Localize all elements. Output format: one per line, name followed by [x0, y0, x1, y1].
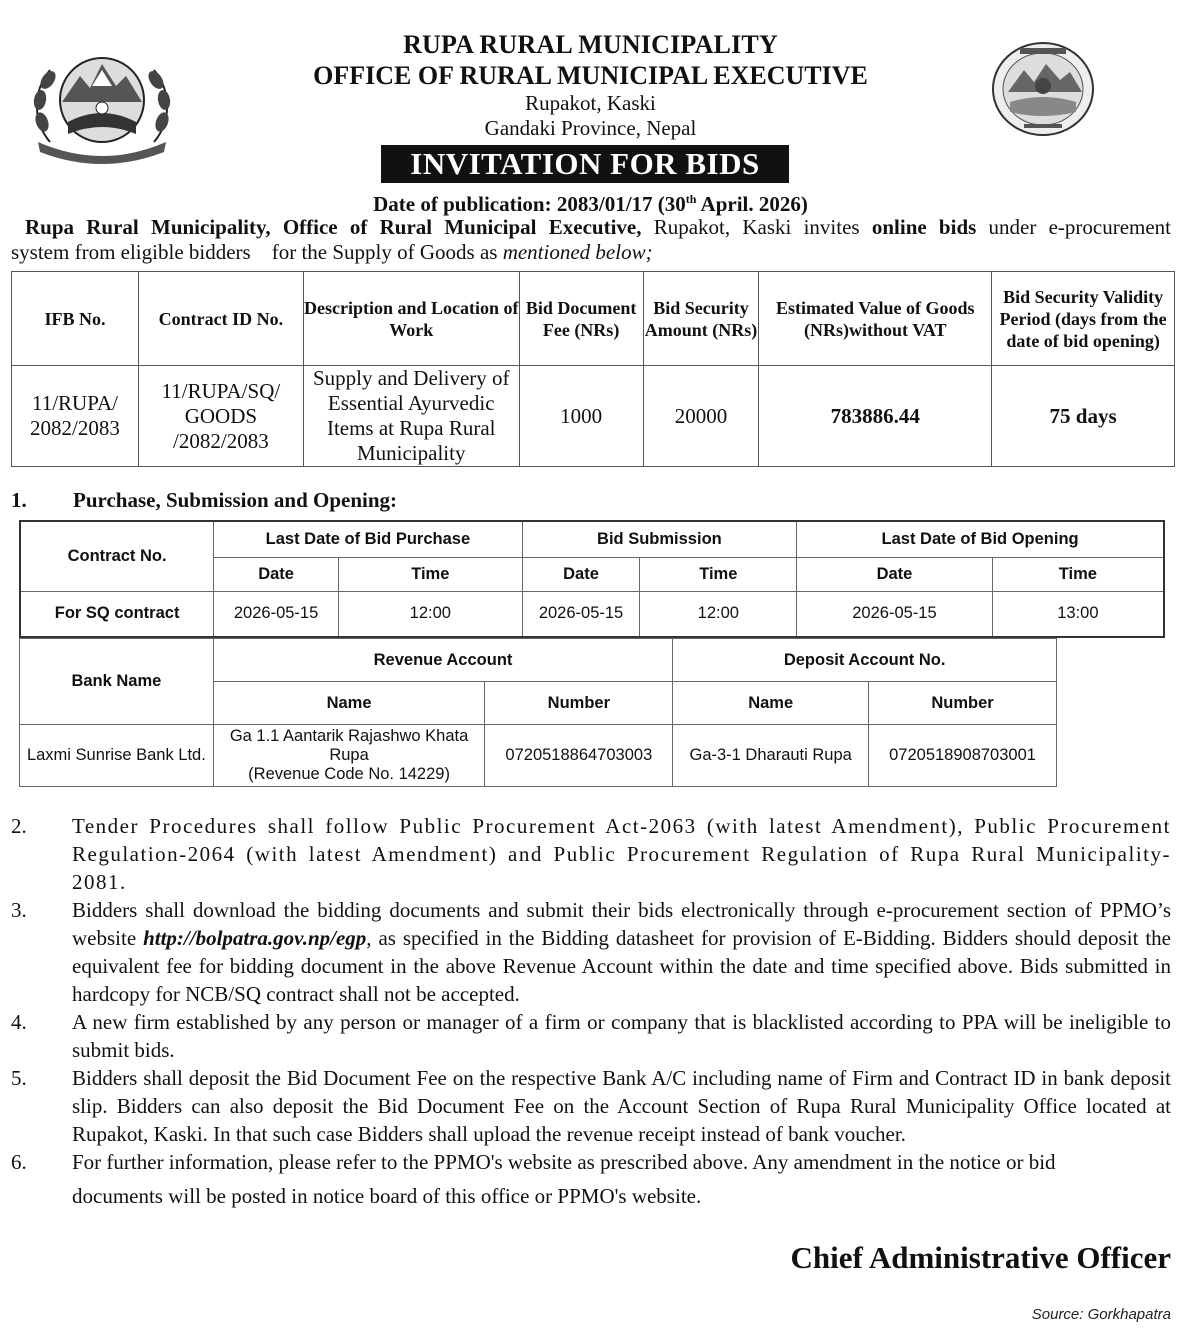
purchase-date: 2026-05-15 — [214, 591, 339, 637]
col-header: Bid Security Amount (NRs) — [643, 272, 759, 366]
number-label: Number — [485, 682, 673, 725]
col-header: Estimated Value of Goods (NRs)without VAT — [759, 272, 992, 366]
signatory-title: Chief Administrative Officer — [790, 1240, 1171, 1275]
bank-name-header: Bank Name — [20, 639, 214, 725]
notice-title: INVITATION FOR BIDS — [381, 145, 789, 183]
revenue-account-number: 0720518864703003 — [485, 725, 673, 787]
opening-header: Last Date of Bid Opening — [797, 521, 1164, 557]
submission-time: 12:00 — [640, 591, 797, 637]
col-header: Description and Location of Work — [303, 272, 519, 366]
name-label: Name — [213, 682, 485, 725]
ifb-table — [11, 271, 1175, 467]
opening-date: 2026-05-15 — [797, 591, 993, 637]
clauses-list — [11, 812, 1171, 1210]
purchase-header: Last Date of Bid Purchase — [214, 521, 522, 557]
deposit-account-name: Ga-3-1 Dharauti Rupa — [673, 725, 869, 787]
estimated-value: 783886.44 — [759, 366, 992, 467]
date-label: Date — [522, 557, 640, 591]
bank-table — [19, 638, 1057, 787]
ppmo-website-link: http://bolpatra.gov.np/egp — [143, 926, 367, 950]
col-header: Bid Document Fee (NRs) — [519, 272, 643, 366]
schedule-table — [19, 520, 1165, 638]
clause-4: 4. A new firm established by any person or manager of a firm or company that is blacklisted according to PPA will be ineligible to submit bids. — [11, 1010, 1171, 1062]
time-label: Time — [640, 557, 797, 591]
table-row — [20, 725, 1057, 787]
time-label: Time — [338, 557, 522, 591]
contract-no-header: Contract No. — [20, 521, 214, 591]
revenue-account-name: Ga 1.1 Aantarik Rajashwo Khata Rupa (Revenue Code No. 14229) — [213, 725, 485, 787]
date-label: Date — [797, 557, 993, 591]
intro-paragraph: Rupa Rural Municipality, Office of Rural Municipal Executive, Rupakot, Kaski invites online bids under e-procurement system from eligible bidders for the Supply of Goods as mentioned below; — [11, 215, 1172, 264]
bank-name: Laxmi Sunrise Bank Ltd. — [20, 725, 214, 787]
ifb-number: 11/RUPA/ 2082/2083 — [12, 366, 139, 467]
clause-6: 6. For further information, please refer to the PPMO's website as prescribed above. Any amendment in the notice or bid documents will be posted in notice board of this office or PPMO's website. — [11, 1150, 1056, 1208]
deposit-account-number: 0720518908703001 — [869, 725, 1057, 787]
contract-id: 11/RUPA/SQ/ GOODS /2082/2083 — [138, 366, 303, 467]
office-province: Gandaki Province, Nepal — [484, 116, 697, 140]
purchase-time: 12:00 — [338, 591, 522, 637]
source-credit: Source: Gorkhapatra — [1031, 1306, 1171, 1323]
opening-time: 13:00 — [992, 591, 1164, 637]
table-header-row — [12, 272, 1175, 366]
col-header: Bid Security Validity Period (days from the date of bid opening) — [992, 272, 1175, 366]
publication-date: Date of publication: 2083/01/17 (30th April. 2026) — [373, 192, 808, 216]
date-label: Date — [214, 557, 339, 591]
number-label: Number — [869, 682, 1057, 725]
time-label: Time — [992, 557, 1164, 591]
submission-date: 2026-05-15 — [522, 591, 640, 637]
bid-document-fee: 1000 — [519, 366, 643, 467]
col-header: IFB No. — [12, 272, 139, 366]
revenue-account-header: Revenue Account — [213, 639, 673, 682]
contract-type: For SQ contract — [20, 591, 214, 637]
work-description: Supply and Delivery of Essential Ayurvedic Items at Rupa Rural Municipality — [303, 366, 519, 467]
table-row — [20, 591, 1164, 637]
office-address: Rupakot, Kaski — [525, 91, 656, 115]
clause-3: 3. Bidders shall download the bidding documents and submit their bids electronically through e-procurement section of PPMO’s website http://bolpatra.gov.np/egp, as specified in the Bidding datasheet for provision of E-Bidding. Bidders should deposit the equivalent fee for bidding document in the above Revenue Account within the date and time specified above. Bids submitted in hardcopy for NCB/SQ contract shall not be accepted. — [11, 898, 1171, 1006]
validity-period: 75 days — [992, 366, 1175, 467]
table-row — [12, 366, 1175, 467]
submission-header: Bid Submission — [522, 521, 797, 557]
bid-security-amount: 20000 — [643, 366, 759, 467]
clause-5: 5. Bidders shall deposit the Bid Document Fee on the respective Bank A/C including name of Firm and Contract ID in bank deposit slip. Bidders can also deposit the Bid Document Fee on the Account Section of Rupa Rural Municipality Office located at Rupakot, Kaski. In that such case Bidders shall upload the revenue receipt instead of bank voucher. — [11, 1066, 1171, 1146]
name-label: Name — [673, 682, 869, 725]
office-name: OFFICE OF RURAL MUNICIPAL EXECUTIVE — [313, 61, 868, 90]
municipality-name: RUPA RURAL MUNICIPALITY — [403, 30, 778, 59]
clause-2: 2. Tender Procedures shall follow Public Procurement Act-2063 (with latest Amendment), Public Procurement Regulation-2064 (with latest Amendment) and Public Procurement Regulation of Rupa Rural Municipality-2081. — [11, 814, 1171, 894]
col-header: Contract ID No. — [138, 272, 303, 366]
deposit-account-header: Deposit Account No. — [673, 639, 1057, 682]
